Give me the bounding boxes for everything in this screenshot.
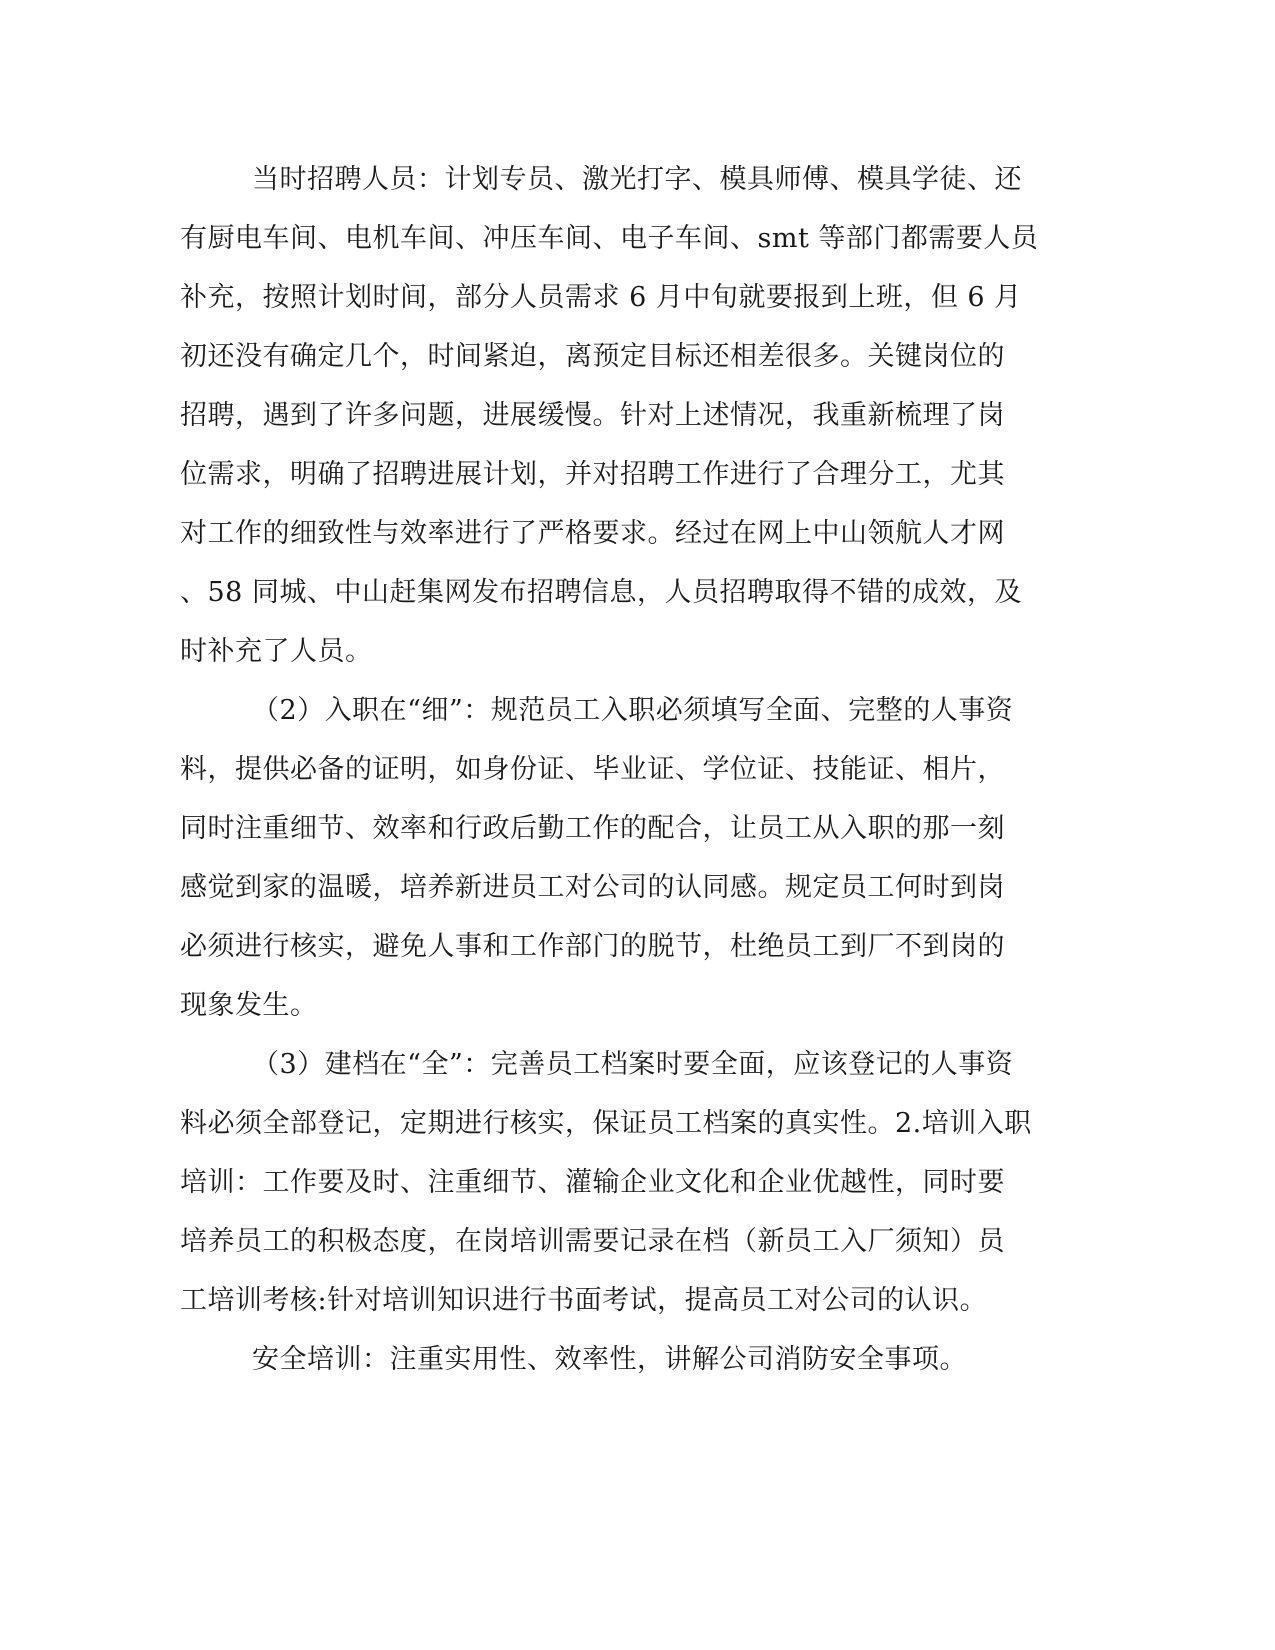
- text-line-18: 培训：工作要及时、注重细节、灌输企业文化和企业优越性，同时要: [180, 1167, 1005, 1198]
- text-line-17: 料必须全部登记，定期进行核实，保证员工档案的真实性。2.培训入职: [180, 1108, 1032, 1139]
- text-line-11: 料，提供必备的证明，如身份证、毕业证、学位证、技能证、相片，: [180, 754, 1005, 785]
- text-line-12: 同时注重细节、效率和行政后勤工作的配合，让员工从入职的那一刻: [180, 813, 1005, 844]
- text-line-16: （3）建档在“全”：完善员工档案时要全面，应该登记的人事资: [252, 1049, 1014, 1080]
- text-line-14: 必须进行核实，避免人事和工作部门的脱节，杜绝员工到厂不到岗的: [180, 931, 1005, 962]
- text-line-19: 培养员工的积极态度，在岗培训需要记录在档（新员工入厂须知）员: [180, 1226, 1005, 1257]
- text-line-20: 工培训考核:针对培训知识进行书面考试，提高员工对公司的认识。: [180, 1285, 988, 1316]
- text-line-8: 、58 同城、中山赶集网发布招聘信息，人员招聘取得不错的成效，及: [180, 577, 1022, 608]
- text-line-5: 招聘，遇到了许多问题，进展缓慢。针对上述情况，我重新梳理了岗: [180, 400, 1005, 431]
- text-line-1: 当时招聘人员：计划专员、激光打字、模具师傅、模具学徒、还: [252, 164, 1022, 195]
- text-line-21: 安全培训：注重实用性、效率性，讲解公司消防安全事项。: [252, 1344, 967, 1375]
- text-line-7: 对工作的细致性与效率进行了严格要求。经过在网上中山领航人才网: [180, 518, 1005, 549]
- text-line-2: 有厨电车间、电机车间、冲压车间、电子车间、smt 等部门都需要人员: [180, 223, 1039, 254]
- text-line-3: 补充，按照计划时间，部分人员需求 6 月中旬就要报到上班，但 6 月: [180, 282, 1022, 313]
- text-line-4: 初还没有确定几个，时间紧迫，离预定目标还相差很多。关键岗位的: [180, 341, 1005, 372]
- text-line-13: 感觉到家的温暖，培养新进员工对公司的认同感。规定员工何时到岗: [180, 872, 1005, 903]
- text-line-6: 位需求，明确了招聘进展计划，并对招聘工作进行了合理分工，尤其: [180, 459, 1005, 490]
- text-line-10: （2）入职在“细”：规范员工入职必须填写全面、完整的人事资: [252, 695, 1014, 726]
- text-line-9: 时补充了人员。: [180, 636, 373, 667]
- text-line-15: 现象发生。: [180, 990, 318, 1021]
